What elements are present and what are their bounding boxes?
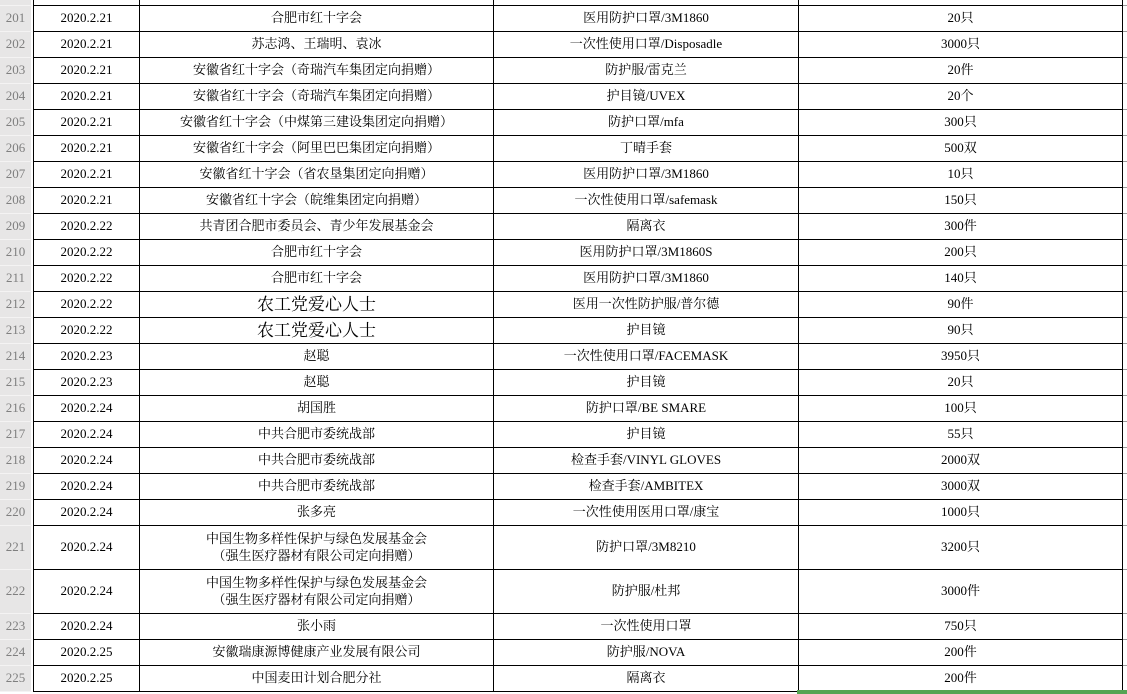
donor-name: 中国麦田计划合肥分社: [251, 670, 382, 686]
cell-donor[interactable]: [140, 162, 494, 188]
table-row: [0, 570, 1127, 614]
cell-donor[interactable]: [140, 614, 494, 640]
cell-item[interactable]: 隔离衣: [494, 666, 799, 692]
table-row: [0, 396, 1127, 422]
cell-item[interactable]: 一次性使用口罩/safemask: [494, 188, 799, 214]
donor-name: 赵聪: [303, 348, 330, 364]
donor-name: 合肥市红十字会: [270, 244, 362, 260]
cell-item[interactable]: 一次性使用口罩: [494, 614, 799, 640]
donor-name: 农工党爱心人士: [257, 294, 376, 314]
cell-donor[interactable]: [140, 370, 494, 396]
row-number[interactable]: 221: [0, 526, 33, 570]
cell-date[interactable]: 2020.2.21: [33, 58, 140, 84]
cell-quantity[interactable]: 20只: [799, 370, 1123, 396]
cell-quantity[interactable]: 750只: [799, 614, 1123, 640]
cell-date[interactable]: 2020.2.24: [33, 614, 140, 640]
cell-date[interactable]: 2020.2.21: [33, 84, 140, 110]
cell-quantity[interactable]: 20件: [799, 58, 1123, 84]
cell-item[interactable]: 一次性使用口罩/FACEMASK: [494, 344, 799, 370]
cell-next-column[interactable]: [1123, 396, 1127, 422]
cell-next-column[interactable]: [1123, 266, 1127, 292]
donor-name: 安徽省红十字会（阿里巴巴集团定向捐赠）: [192, 140, 440, 156]
donor-name: 苏志鸿、王瑞明、袁冰: [251, 36, 382, 52]
cell-item[interactable]: 防护口罩/3M8210: [494, 526, 799, 570]
row-number[interactable]: 203: [0, 58, 33, 84]
donor-name: 中国生物多样性保护与绿色发展基金会: [205, 575, 427, 591]
table-row: [0, 370, 1127, 396]
cell-date[interactable]: 2020.2.21: [33, 188, 140, 214]
cell-donor[interactable]: [140, 266, 494, 292]
cell-date[interactable]: 2020.2.21: [33, 6, 140, 32]
table-row: [0, 448, 1127, 474]
cell-date[interactable]: 2020.2.21: [33, 32, 140, 58]
row-number[interactable]: 212: [0, 292, 33, 318]
row-number[interactable]: 214: [0, 344, 33, 370]
cell-item[interactable]: 一次性使用口罩/Disposadle: [494, 32, 799, 58]
table-row: [0, 640, 1127, 666]
cell-donor[interactable]: [140, 214, 494, 240]
row-number[interactable]: 218: [0, 448, 33, 474]
row-number[interactable]: 216: [0, 396, 33, 422]
row-number[interactable]: 219: [0, 474, 33, 500]
cell-next-column[interactable]: [1123, 474, 1127, 500]
cell-item[interactable]: 防护服/NOVA: [494, 640, 799, 666]
cell-date[interactable]: 2020.2.22: [33, 240, 140, 266]
row-number[interactable]: 222: [0, 570, 33, 614]
cell-date[interactable]: 2020.2.21: [33, 136, 140, 162]
cell-date[interactable]: 2020.2.24: [33, 422, 140, 448]
cell-next-column[interactable]: [1123, 214, 1127, 240]
cell-item[interactable]: 隔离衣: [494, 214, 799, 240]
cell-quantity[interactable]: 20个: [799, 84, 1123, 110]
cell-donor[interactable]: [140, 474, 494, 500]
cell-next-column[interactable]: [1123, 614, 1127, 640]
cell-item[interactable]: 护目镜: [494, 318, 799, 344]
cell-quantity[interactable]: 500双: [799, 136, 1123, 162]
donor-name: 中国生物多样性保护与绿色发展基金会: [205, 531, 427, 547]
cell-quantity[interactable]: 90只: [799, 318, 1123, 344]
donor-name: 合肥市红十字会: [270, 270, 362, 286]
cell-next-column[interactable]: [1123, 6, 1127, 32]
cell-quantity[interactable]: 3000件: [799, 570, 1123, 614]
cell-donor[interactable]: [140, 640, 494, 666]
cell-item[interactable]: 护目镜: [494, 370, 799, 396]
cell-quantity[interactable]: 100只: [799, 396, 1123, 422]
donor-name: 胡国胜: [296, 400, 336, 416]
row-number[interactable]: 225: [0, 666, 33, 692]
row-number[interactable]: 211: [0, 266, 33, 292]
cell-donor[interactable]: [140, 292, 494, 318]
cell-donor[interactable]: [140, 666, 494, 692]
row-number[interactable]: 213: [0, 318, 33, 344]
cell-donor[interactable]: [140, 448, 494, 474]
row-number[interactable]: 208: [0, 188, 33, 214]
table-row: [0, 422, 1127, 448]
cell-donor[interactable]: [140, 84, 494, 110]
row-number[interactable]: 220: [0, 500, 33, 526]
table-row: [0, 162, 1127, 188]
cell-quantity[interactable]: 10只: [799, 162, 1123, 188]
cell-quantity[interactable]: 150只: [799, 188, 1123, 214]
cell-next-column[interactable]: [1123, 240, 1127, 266]
cell-donor[interactable]: [140, 318, 494, 344]
cell-donor[interactable]: [140, 570, 494, 614]
cell-item[interactable]: 医用防护口罩/3M1860S: [494, 240, 799, 266]
row-number[interactable]: 209: [0, 214, 33, 240]
cell-next-column[interactable]: [1123, 500, 1127, 526]
donor-name: 张多亮: [296, 504, 336, 520]
cell-donor[interactable]: [140, 344, 494, 370]
table-row: [0, 58, 1127, 84]
table-row: [0, 266, 1127, 292]
cell-next-column[interactable]: [1123, 84, 1127, 110]
cell-quantity[interactable]: 3200只: [799, 526, 1123, 570]
cell-date[interactable]: 2020.2.24: [33, 396, 140, 422]
cell-next-column[interactable]: [1123, 136, 1127, 162]
donor-name: 赵聪: [303, 374, 330, 390]
cell-quantity[interactable]: 20只: [799, 6, 1123, 32]
table-row: [0, 666, 1127, 692]
cell-donor[interactable]: [140, 58, 494, 84]
cell-quantity[interactable]: 140只: [799, 266, 1123, 292]
cell-next-column[interactable]: [1123, 422, 1127, 448]
cell-item[interactable]: 护目镜: [494, 422, 799, 448]
cell-date[interactable]: 2020.2.23: [33, 370, 140, 396]
cell-quantity[interactable]: 200件: [799, 666, 1123, 692]
cell-quantity[interactable]: 3000只: [799, 32, 1123, 58]
cell-donor[interactable]: [140, 6, 494, 32]
cell-next-column[interactable]: [1123, 188, 1127, 214]
cell-next-column[interactable]: [1123, 32, 1127, 58]
cell-item[interactable]: 医用防护口罩/3M1860: [494, 266, 799, 292]
cell-donor[interactable]: [140, 500, 494, 526]
donor-name-line2: （强生医疗器材有限公司定向捐赠）: [212, 547, 421, 563]
row-number[interactable]: 206: [0, 136, 33, 162]
donor-name: 合肥市红十字会: [270, 10, 362, 26]
cell-item[interactable]: 防护口罩/mfa: [494, 110, 799, 136]
cell-next-column[interactable]: [1123, 448, 1127, 474]
table-row: [0, 32, 1127, 58]
cell-next-column[interactable]: [1123, 370, 1127, 396]
cell-next-column[interactable]: [1123, 526, 1127, 570]
cell-date[interactable]: 2020.2.21: [33, 110, 140, 136]
row-number[interactable]: 205: [0, 110, 33, 136]
row-number[interactable]: 217: [0, 422, 33, 448]
cell-date[interactable]: 2020.2.25: [33, 640, 140, 666]
cell-date[interactable]: 2020.2.22: [33, 266, 140, 292]
table-row: [0, 6, 1127, 32]
cell-quantity[interactable]: 3000双: [799, 474, 1123, 500]
donor-name: 安徽省红十字会（中煤第三建设集团定向捐赠）: [179, 114, 453, 130]
table-row: [0, 318, 1127, 344]
row-number[interactable]: 202: [0, 32, 33, 58]
cell-quantity[interactable]: 300只: [799, 110, 1123, 136]
cell-item[interactable]: 丁晴手套: [494, 136, 799, 162]
row-number[interactable]: 207: [0, 162, 33, 188]
cell-item[interactable]: 防护口罩/BE SMARE: [494, 396, 799, 422]
table-row: [0, 214, 1127, 240]
cell-donor[interactable]: [140, 136, 494, 162]
selection-border: [797, 690, 1127, 694]
cell-quantity[interactable]: 200件: [799, 640, 1123, 666]
cell-item[interactable]: 检查手套/AMBITEX: [494, 474, 799, 500]
cell-donor[interactable]: [140, 110, 494, 136]
row-number[interactable]: 215: [0, 370, 33, 396]
cell-donor[interactable]: [140, 32, 494, 58]
cell-item[interactable]: 一次性使用医用口罩/康宝: [494, 500, 799, 526]
donor-name: 张小雨: [296, 618, 336, 634]
table-row: [0, 344, 1127, 370]
cell-donor[interactable]: [140, 422, 494, 448]
cell-next-column[interactable]: [1123, 318, 1127, 344]
donor-name: 安徽省红十字会（奇瑞汽车集团定向捐赠）: [192, 62, 440, 78]
cell-date[interactable]: 2020.2.24: [33, 500, 140, 526]
row-number[interactable]: 224: [0, 640, 33, 666]
cell-date[interactable]: 2020.2.24: [33, 526, 140, 570]
donor-name: 中共合肥市委统战部: [257, 452, 375, 468]
donor-name: 中共合肥市委统战部: [257, 426, 375, 442]
cell-donor[interactable]: [140, 188, 494, 214]
cell-date[interactable]: 2020.2.24: [33, 448, 140, 474]
donor-name: 安徽瑞康源博健康产业发展有限公司: [212, 644, 421, 660]
table-row: [0, 84, 1127, 110]
donor-name: 安徽省红十字会（奇瑞汽车集团定向捐赠）: [192, 88, 440, 104]
donor-name-line2: （强生医疗器材有限公司定向捐赠）: [212, 591, 421, 607]
table-row: [0, 292, 1127, 318]
table-row: [0, 614, 1127, 640]
donor-name: 安徽省红十字会（皖维集团定向捐赠）: [205, 192, 427, 208]
cell-item[interactable]: 防护服/雷克兰: [494, 58, 799, 84]
cell-item[interactable]: 医用一次性防护服/普尔德: [494, 292, 799, 318]
cell-next-column[interactable]: [1123, 162, 1127, 188]
cell-date[interactable]: 2020.2.22: [33, 214, 140, 240]
table-row: [0, 188, 1127, 214]
row-number[interactable]: 210: [0, 240, 33, 266]
cell-date[interactable]: 2020.2.23: [33, 344, 140, 370]
cell-quantity[interactable]: 3950只: [799, 344, 1123, 370]
cell-item[interactable]: 医用防护口罩/3M1860: [494, 162, 799, 188]
cell-quantity[interactable]: 200只: [799, 240, 1123, 266]
donor-name: 共青团合肥市委员会、青少年发展基金会: [199, 218, 434, 234]
cell-quantity[interactable]: 300件: [799, 214, 1123, 240]
cell-next-column[interactable]: [1123, 666, 1127, 692]
cell-next-column[interactable]: [1123, 570, 1127, 614]
cell-donor[interactable]: [140, 240, 494, 266]
cell-next-column[interactable]: [1123, 640, 1127, 666]
cell-date[interactable]: 2020.2.24: [33, 570, 140, 614]
table-row: [0, 474, 1127, 500]
cell-quantity[interactable]: 1000只: [799, 500, 1123, 526]
cell-donor[interactable]: [140, 526, 494, 570]
cell-next-column[interactable]: [1123, 344, 1127, 370]
cell-quantity[interactable]: 90件: [799, 292, 1123, 318]
table-row: [0, 110, 1127, 136]
cell-next-column[interactable]: [1123, 110, 1127, 136]
cell-date[interactable]: 2020.2.22: [33, 318, 140, 344]
cell-date[interactable]: 2020.2.22: [33, 292, 140, 318]
table-row: [0, 500, 1127, 526]
table-row: [0, 526, 1127, 570]
cell-item[interactable]: 防护服/杜邦: [494, 570, 799, 614]
table-row: [0, 240, 1127, 266]
cell-quantity[interactable]: 2000双: [799, 448, 1123, 474]
cell-quantity[interactable]: 55只: [799, 422, 1123, 448]
cell-donor[interactable]: [140, 396, 494, 422]
row-number[interactable]: 204: [0, 84, 33, 110]
donor-name: 中共合肥市委统战部: [257, 478, 375, 494]
cell-item[interactable]: 医用防护口罩/3M1860: [494, 6, 799, 32]
cell-item[interactable]: 护目镜/UVEX: [494, 84, 799, 110]
cell-date[interactable]: 2020.2.25: [33, 666, 140, 692]
donor-name: 农工党爱心人士: [257, 320, 376, 340]
row-number[interactable]: 223: [0, 614, 33, 640]
cell-date[interactable]: 2020.2.24: [33, 474, 140, 500]
row-number[interactable]: 201: [0, 6, 33, 32]
table-row: [0, 136, 1127, 162]
cell-next-column[interactable]: [1123, 58, 1127, 84]
donor-name: 安徽省红十字会（省农垦集团定向捐赠）: [199, 166, 434, 182]
cell-next-column[interactable]: [1123, 292, 1127, 318]
cell-item[interactable]: 检查手套/VINYL GLOVES: [494, 448, 799, 474]
cell-date[interactable]: 2020.2.21: [33, 162, 140, 188]
